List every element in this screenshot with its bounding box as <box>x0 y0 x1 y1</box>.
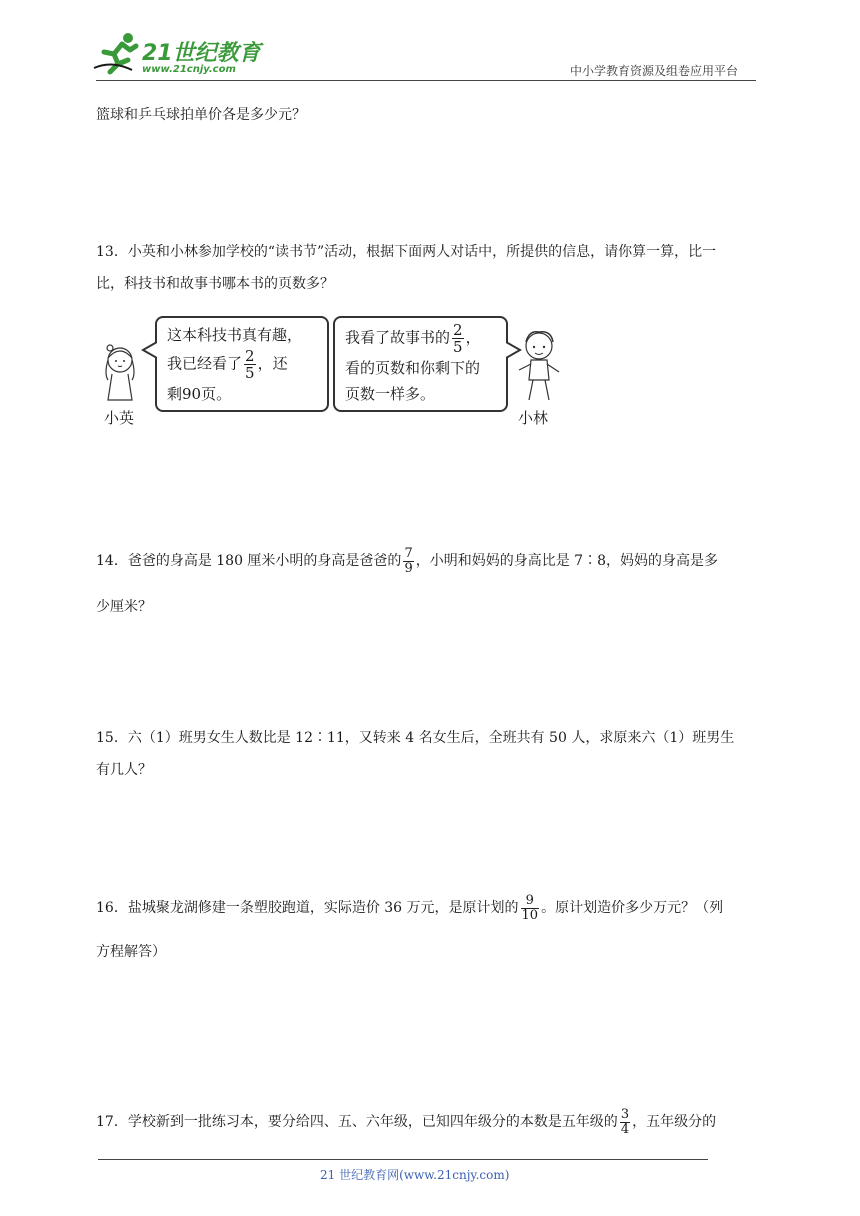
speech-bubble-xiaoying <box>155 316 329 412</box>
bubble-left-line3: 剩90页。 <box>167 385 232 403</box>
q16-line1: 16．盐城聚龙湖修建一条塑胶跑道，实际造价 36 万元，是原计划的 $\frac{9}{10}$ 。原计划造价多少万元？（列 <box>96 892 724 923</box>
q12-tail-text: 篮球和乒乓球拍单价各是多少元？ <box>96 107 306 123</box>
q13-line2: 比，科技书和故事书哪本书的页数多？ <box>96 276 334 292</box>
logo-text: 21世纪教育 <box>142 41 261 66</box>
footer-text: 21 世纪教育网(www.21cnjy.com) <box>320 1168 510 1182</box>
q17-line1: 17．学校新到一批练习本，要分给四、五、六年级，已知四年级分的本数是五年级的 $\frac{3}{4}$ ，五年级分的 <box>96 1106 717 1137</box>
fraction-7-9: $\frac{7}{9}$ <box>404 545 413 576</box>
bubble-left-line1: 这本科技书真有趣， <box>167 326 303 344</box>
fraction-2-5: $\frac{2}{5}$ <box>245 347 255 382</box>
runner-logo-icon <box>92 30 142 76</box>
girl-xiaoying-icon <box>98 340 142 404</box>
speech-bubble-xiaolin <box>333 316 508 412</box>
bubble-right-line1: 我看了故事书的 $\frac{2}{5}$ ， <box>345 321 481 356</box>
fraction-9-10: $\frac{9}{10}$ <box>521 892 539 923</box>
name-xiaoying: 小英 <box>104 409 135 427</box>
q15-line1: 15．六（1）班男女生人数比是 12∶11，又转来 4 名女生后，全班共有 50 人，求原来六（1）班男生 <box>96 730 735 746</box>
q16-line2: 方程解答） <box>96 944 166 960</box>
q13-line1: 13．小英和小林参加学校的“读书节”活动，根据下面两人对话中，所提供的信息，请你算一算，比一 <box>96 244 717 260</box>
bubble-left-line2: 我已经看了 $\frac{2}{5}$ ，还 <box>167 347 288 382</box>
bubble-right-line2: 看的页数和你剩下的 <box>345 359 481 377</box>
q15-line2: 有几人？ <box>96 762 152 778</box>
fraction-2-5: $\frac{2}{5}$ <box>453 321 463 356</box>
logo-url: www.21cnjy.com <box>142 64 236 75</box>
q14-line1: 14．爸爸的身高是 180 厘米小明的身高是爸爸的 $\frac{7}{9}$ ，小明和妈妈的身高比是 7∶8，妈妈的身高是多 <box>96 545 718 576</box>
footer-rule <box>98 1159 708 1160</box>
header-platform: 中小学教育资源及组卷应用平台 <box>570 64 739 78</box>
bubble-tail-left <box>141 340 157 360</box>
q14-line2: 少厘米？ <box>96 599 152 615</box>
header-logo <box>92 30 262 80</box>
bubble-right-line3: 页数一样多。 <box>345 385 436 403</box>
name-xiaolin: 小林 <box>518 409 549 427</box>
fraction-3-4: $\frac{3}{4}$ <box>620 1106 630 1137</box>
header-rule <box>96 80 756 81</box>
boy-xiaolin-icon <box>513 328 563 404</box>
